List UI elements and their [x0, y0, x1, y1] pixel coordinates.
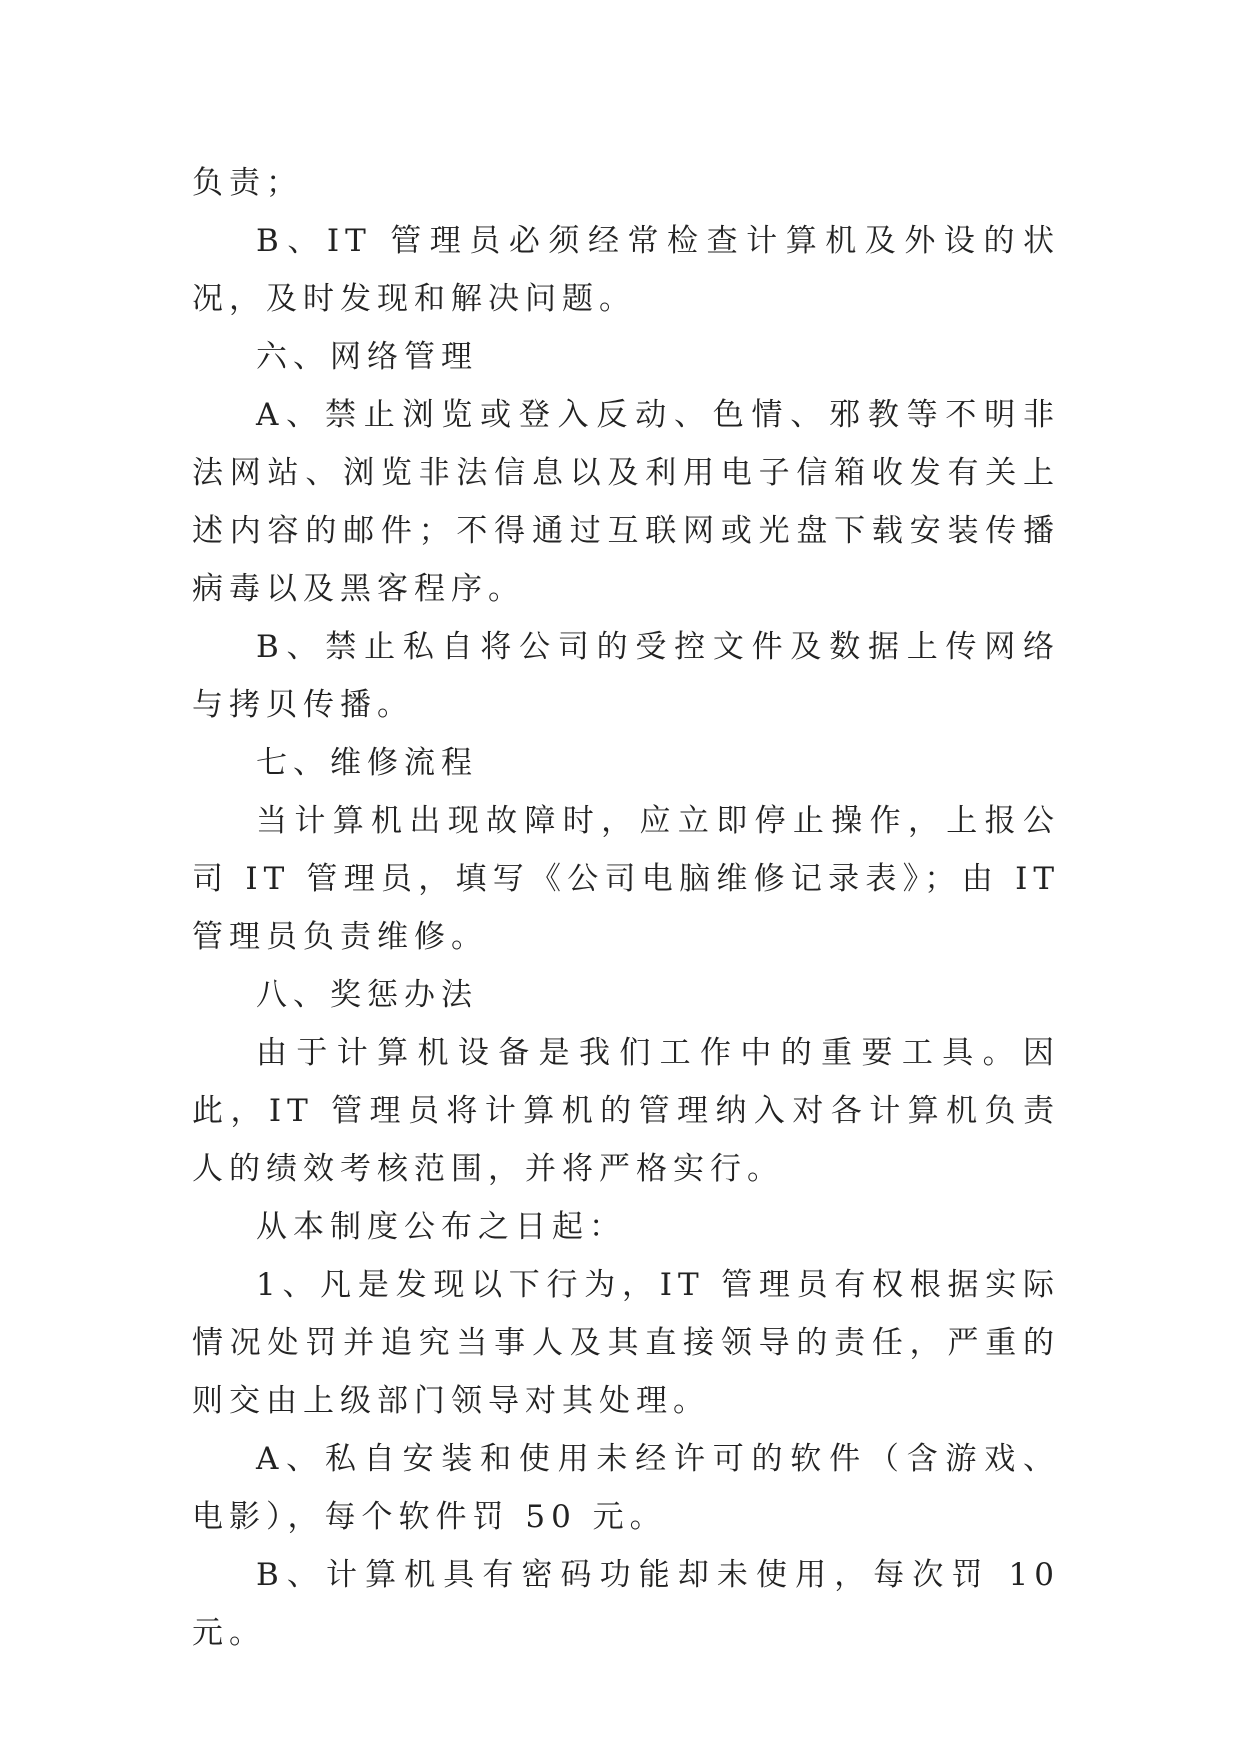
paragraph-rule-b: B、计算机具有密码功能却未使用，每次罚 10 元。	[192, 1557, 1060, 1651]
paragraph-rule-a: A、私自安装和使用未经许可的软件（含游戏、电影），每个软件罚 50 元。	[192, 1441, 1060, 1535]
document-body	[192, 154, 1060, 1662]
paragraph-rewards: 由于计算机设备是我们工作中的重要工具。因此，IT 管理员将计算机的管理纳入对各计算机负责人的绩效考核范围，并将严格实行。	[192, 1035, 1060, 1187]
paragraph-effective: 从本制度公布之日起：	[256, 1209, 626, 1245]
paragraph-rule-1: 1、凡是发现以下行为，IT 管理员有权根据实际情况处罚并追究当事人及其直接领导的责任，严重的则交由上级部门领导对其处理。	[192, 1267, 1060, 1419]
section-heading-rewards: 八、奖惩办法	[256, 977, 478, 1013]
paragraph-item-a-network: A、禁止浏览或登入反动、色情、邪教等不明非法网站、浏览非法信息以及利用电子信箱收发有关上述内容的邮件；不得通过互联网或光盘下载安装传播病毒以及黑客程序。	[192, 397, 1060, 607]
paragraph-item-b-network: B、禁止私自将公司的受控文件及数据上传网络与拷贝传播。	[192, 629, 1060, 723]
section-heading-repair: 七、维修流程	[256, 745, 478, 781]
section-heading-network: 六、网络管理	[256, 339, 478, 375]
paragraph-continuation: 负责；	[192, 165, 303, 201]
paragraph-repair: 当计算机出现故障时，应立即停止操作，上报公司 IT 管理员，填写《公司电脑维修记录表》；由 IT 管理员负责维修。	[192, 803, 1060, 955]
paragraph-item-b-check: B、IT 管理员必须经常检查计算机及外设的状况，及时发现和解决问题。	[192, 223, 1060, 317]
